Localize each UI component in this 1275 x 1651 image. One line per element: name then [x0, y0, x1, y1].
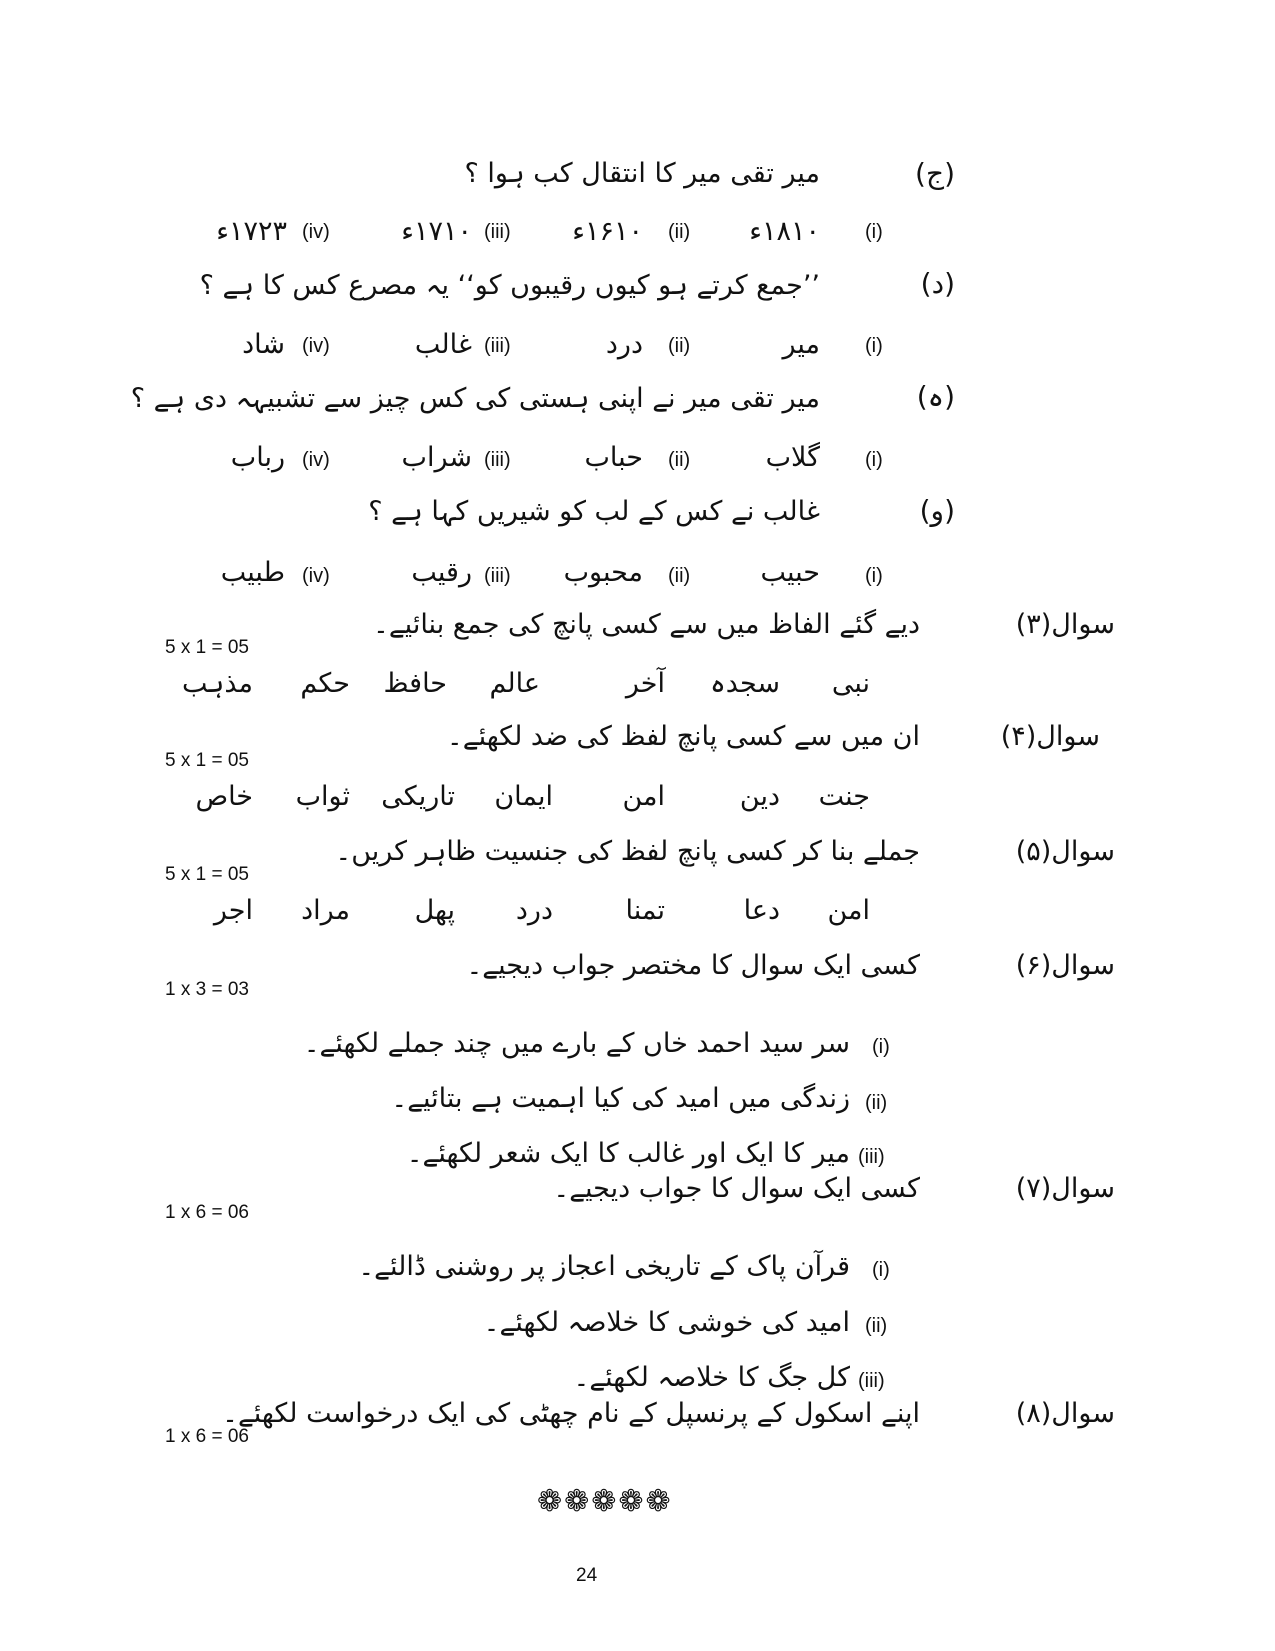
word: تاریکی — [381, 781, 455, 812]
option-num: (i) — [865, 335, 883, 357]
word: پھل — [414, 895, 455, 926]
word: آخر — [625, 668, 665, 699]
question-5-instruction: جملے بنا کر کسی پانچ لفظ کی جنسیت ظاہر کریں۔ — [335, 836, 920, 867]
option-num: (i) — [865, 565, 883, 587]
item-num: (iii) — [858, 1146, 885, 1168]
word: اجر — [213, 895, 253, 926]
item-num: (i) — [872, 1036, 890, 1058]
option-text: ۱۸۱۰ء — [749, 216, 820, 247]
question-7-instruction: کسی ایک سوال کا جواب دیجیے۔ — [553, 1173, 920, 1204]
option-num: (iii) — [484, 221, 511, 243]
option-num: (ii) — [668, 565, 691, 587]
word: مذہب — [182, 668, 253, 699]
word: امن — [622, 781, 665, 812]
word: ایمان — [494, 781, 553, 812]
word: مراد — [301, 895, 350, 926]
item-num: (ii) — [865, 1315, 888, 1337]
item-text: سر سید احمد خاں کے بارے میں چند جملے لکھئے۔ — [303, 1028, 850, 1059]
item-text: میر کا ایک اور غالب کا ایک شعر لکھئے۔ — [406, 1138, 850, 1169]
question-8-label: سوال(۸) — [1015, 1398, 1115, 1429]
sub-label-j: (ج) — [915, 157, 955, 190]
option-num: (ii) — [668, 335, 691, 357]
option-text: گلاب — [765, 442, 820, 473]
word: حافظ — [383, 668, 447, 699]
question-3-label: سوال(۳) — [1015, 609, 1115, 640]
question-5-marks: 5 x 1 = 05 — [165, 864, 249, 885]
option-text: شاد — [242, 329, 285, 360]
question-5-label: سوال(۵) — [1015, 836, 1115, 867]
page-number: 24 — [576, 1565, 598, 1586]
option-text: میر — [782, 329, 820, 360]
question-h: میر تقی میر نے اپنی ہستی کی کس چیز سے تشبیہہ دی ہے ؟ — [130, 383, 820, 414]
question-4-instruction: ان میں سے کسی پانچ لفظ کی ضد لکھئے۔ — [446, 721, 920, 752]
word: عالم — [489, 668, 540, 699]
option-text: محبوب — [563, 557, 643, 588]
option-text: ۱۷۲۳ء — [216, 216, 287, 247]
question-3-instruction: دیے گئے الفاظ میں سے کسی پانچ کی جمع بنائیے۔ — [373, 609, 920, 640]
question-8-instruction: اپنے اسکول کے پرنسپل کے نام چھٹی کی ایک درخواست لکھئے۔ — [222, 1398, 920, 1429]
word: دعا — [743, 895, 780, 926]
sub-label-d: (د) — [920, 267, 955, 300]
sub-label-h: (ہ) — [916, 380, 955, 413]
question-4-label: سوال(۴) — [1000, 721, 1100, 752]
question-8-marks: 1 x 6 = 06 — [165, 1426, 249, 1447]
question-w: غالب نے کس کے لب کو شیریں کہا ہے ؟ — [368, 496, 820, 527]
item-text: امید کی خوشی کا خلاصہ لکھئے۔ — [483, 1307, 850, 1338]
option-num: (iv) — [302, 221, 330, 243]
item-text: کل جگ کا خلاصہ لکھئے۔ — [573, 1362, 850, 1393]
word: درد — [515, 895, 553, 926]
option-num: (ii) — [668, 221, 691, 243]
option-text: طبیب — [220, 557, 285, 588]
question-3-marks: 5 x 1 = 05 — [165, 637, 249, 658]
word: امن — [827, 895, 870, 926]
question-7-marks: 1 x 6 = 06 — [165, 1202, 249, 1223]
option-text: شراب — [401, 442, 472, 473]
option-text: رباب — [230, 442, 285, 473]
option-text: ۱۷۱۰ء — [401, 216, 472, 247]
question-6-label: سوال(۶) — [1015, 950, 1115, 981]
word: حکم — [300, 668, 350, 699]
question-d: ’’جمع کرتے ہو کیوں رقیبوں کو‘‘ یہ مصرع کس کا ہے ؟ — [199, 270, 820, 301]
word: خاص — [195, 781, 253, 812]
option-num: (iv) — [302, 335, 330, 357]
question-6-marks: 1 x 3 = 03 — [165, 979, 249, 1000]
question-6-instruction: کسی ایک سوال کا مختصر جواب دیجیے۔ — [466, 950, 920, 981]
word: ثواب — [295, 781, 350, 812]
footer-ornament: ❁❁❁❁❁ — [537, 1484, 673, 1519]
option-text: درد — [605, 329, 643, 360]
question-7-label: سوال(۷) — [1015, 1173, 1115, 1204]
option-text: حبیب — [760, 557, 820, 588]
word: نبی — [831, 668, 870, 699]
option-num: (iv) — [302, 449, 330, 471]
item-text: قرآن پاک کے تاریخی اعجاز پر روشنی ڈالئے۔ — [358, 1251, 850, 1282]
option-text: ۱۶۱۰ء — [572, 216, 643, 247]
item-num: (iii) — [858, 1370, 885, 1392]
option-num: (iii) — [484, 565, 511, 587]
sub-label-w: (و) — [919, 494, 955, 527]
option-num: (i) — [865, 221, 883, 243]
question-4-marks: 5 x 1 = 05 — [165, 750, 249, 771]
option-text: رقیب — [411, 557, 472, 588]
word: دین — [739, 781, 780, 812]
item-text: زندگی میں امید کی کیا اہمیت ہے بتائیے۔ — [391, 1083, 850, 1114]
option-num: (i) — [865, 449, 883, 471]
word: تمنا — [625, 895, 665, 926]
item-num: (ii) — [865, 1092, 888, 1114]
option-text: غالب — [414, 329, 472, 360]
word: سجدہ — [709, 668, 780, 699]
item-num: (i) — [872, 1259, 890, 1281]
option-num: (iii) — [484, 335, 511, 357]
question-j: میر تقی میر کا انتقال کب ہوا ؟ — [464, 158, 820, 189]
option-num: (iv) — [302, 565, 330, 587]
option-num: (ii) — [668, 449, 691, 471]
option-num: (iii) — [484, 449, 511, 471]
option-text: حباب — [584, 442, 643, 473]
word: جنت — [818, 781, 870, 812]
